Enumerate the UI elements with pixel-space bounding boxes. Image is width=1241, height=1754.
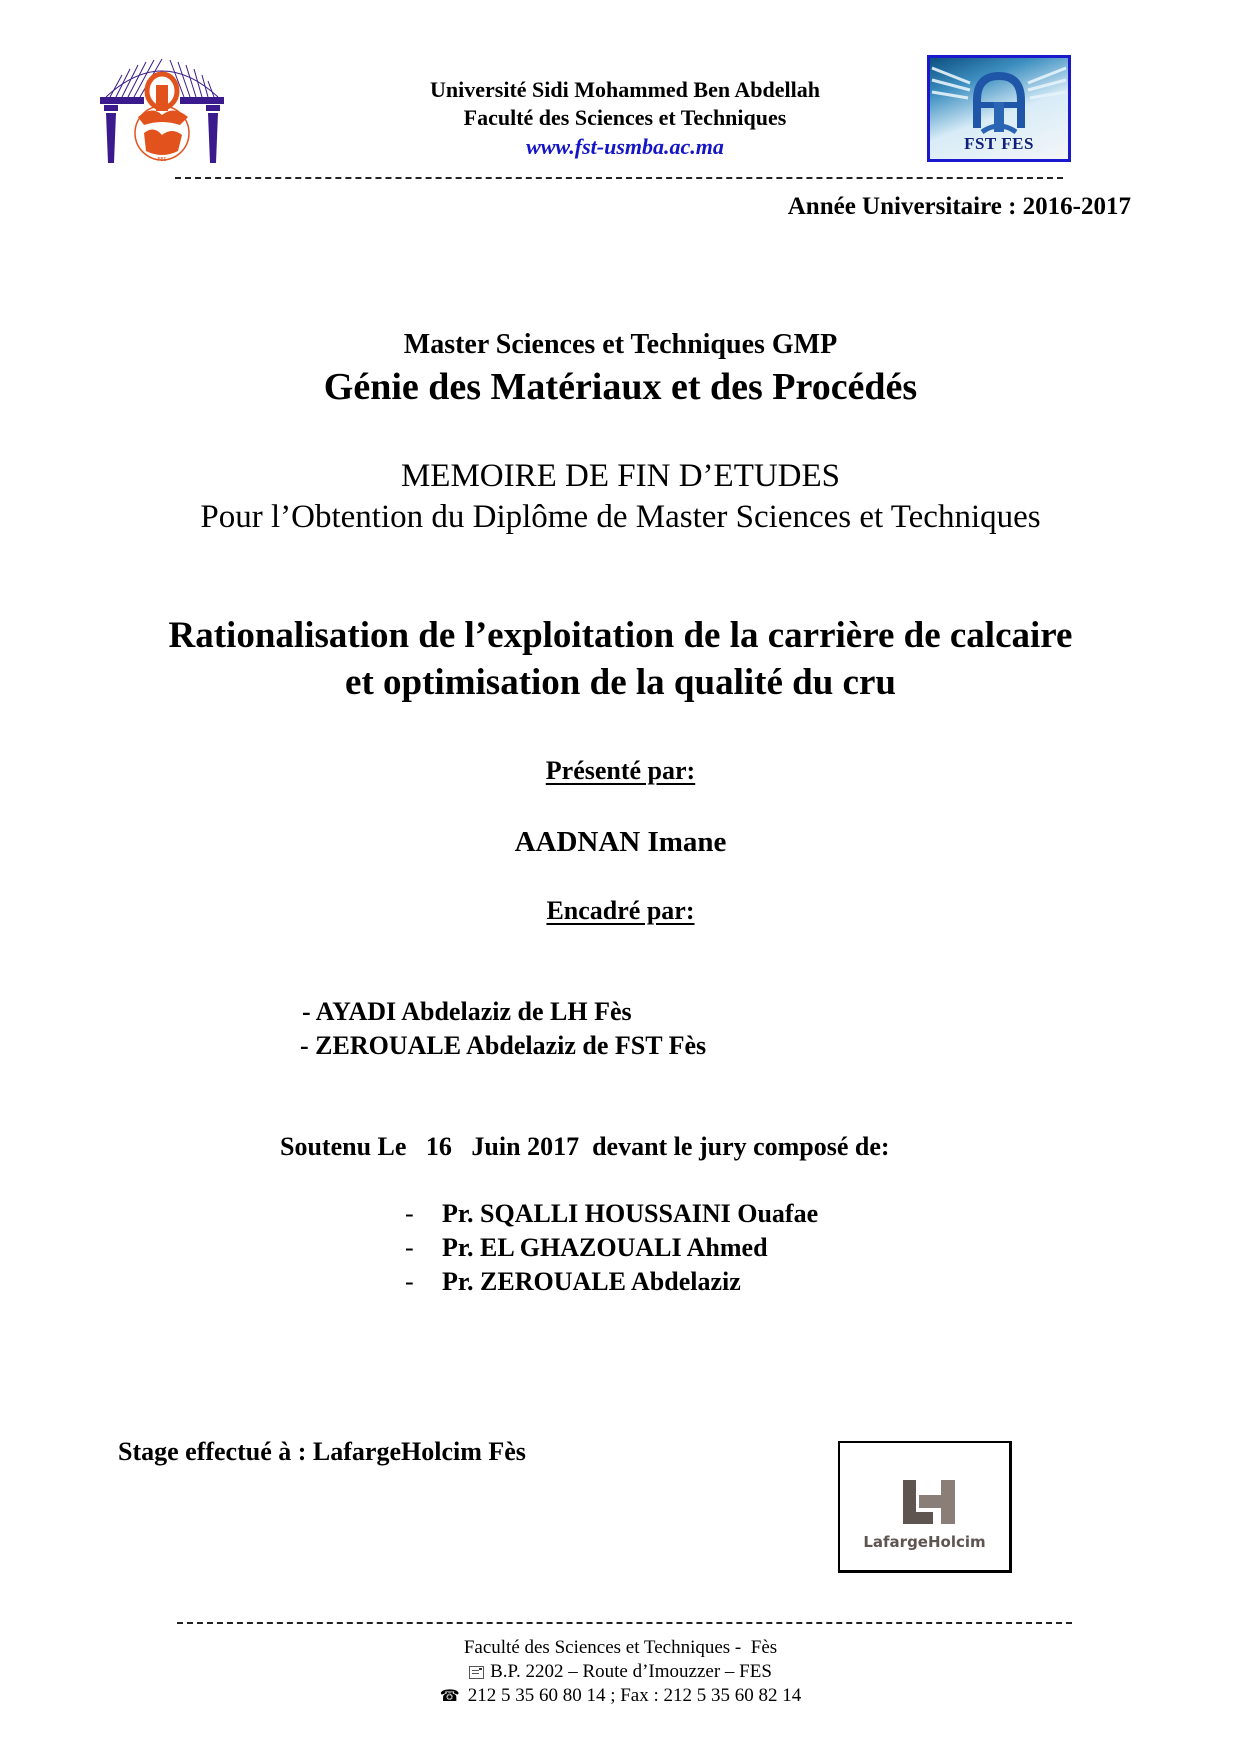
fst-logo-label: FST FES xyxy=(964,134,1034,153)
university-crest-icon xyxy=(92,55,232,163)
supervisor-item: - ZEROUALE Abdelaziz de FST Fès xyxy=(300,1031,707,1060)
lafargeholcim-wordmark: LafargeHolcim xyxy=(863,1533,986,1551)
footer-phone: 212 5 35 60 80 14 ; Fax : 212 5 35 60 82 14 xyxy=(467,1685,802,1706)
jury-bullet: - xyxy=(405,1267,414,1296)
jury-member: Pr. SQALLI HOUSSAINI Ouafae xyxy=(442,1199,819,1228)
supervised-by-label: Encadré par: xyxy=(546,896,695,925)
footer-divider xyxy=(177,1622,1072,1624)
lafargeholcim-logo xyxy=(838,1441,1012,1573)
internship-label: Stage effectué à : LafargeHolcim Fès xyxy=(118,1437,526,1466)
academic-year: Année Universitaire : 2016-2017 xyxy=(787,193,1131,220)
lafargeholcim-lh-icon xyxy=(903,1480,955,1524)
footer-address-row xyxy=(0,1661,1241,1683)
program-specialty: Génie des Matériaux et des Procédés xyxy=(323,366,918,408)
university-logo xyxy=(92,55,232,163)
jury-bullet: - xyxy=(405,1199,414,1228)
mail-letter-icon xyxy=(469,1666,484,1679)
footer-institution: Faculté des Sciences et Techniques - Fès xyxy=(463,1637,778,1658)
telephone-icon: ☎ xyxy=(439,1686,460,1705)
thesis-title-line-2: et optimisation de la qualité du cru xyxy=(345,662,896,703)
faculty-name: Faculté des Sciences et Techniques xyxy=(463,105,787,130)
jury-member: Pr. ZEROUALE Abdelaziz xyxy=(442,1267,741,1296)
author-name: AADNAN Imane xyxy=(514,826,727,858)
website-link[interactable]: www.fst-usmba.ac.ma xyxy=(526,134,724,159)
thesis-purpose: Pour l’Obtention du Diplôme de Master Sciences et Techniques xyxy=(200,499,1041,535)
university-name: Université Sidi Mohammed Ben Abdellah xyxy=(430,77,820,102)
presented-by-label: Présenté par: xyxy=(545,756,696,785)
jury-bullet: - xyxy=(405,1233,414,1262)
jury-member: Pr. EL GHAZOUALI Ahmed xyxy=(442,1233,768,1262)
supervisor-item: - AYADI Abdelaziz de LH Fès xyxy=(302,997,632,1026)
footer-address: B.P. 2202 – Route d’Imouzzer – FES xyxy=(490,1661,772,1682)
svg-text:FES: FES xyxy=(157,157,167,163)
footer-phone-row xyxy=(0,1685,1241,1707)
defense-statement: Soutenu Le 16 Juin 2017 devant le jury composé de: xyxy=(280,1132,890,1161)
thesis-type: MEMOIRE DE FIN D’ETUDES xyxy=(400,458,841,494)
thesis-title-line-1: Rationalisation de l’exploitation de la carrière de calcaire xyxy=(168,615,1073,656)
header-divider xyxy=(175,177,1063,179)
fst-fes-logo xyxy=(927,55,1071,162)
master-program: Master Sciences et Techniques GMP xyxy=(403,329,838,360)
